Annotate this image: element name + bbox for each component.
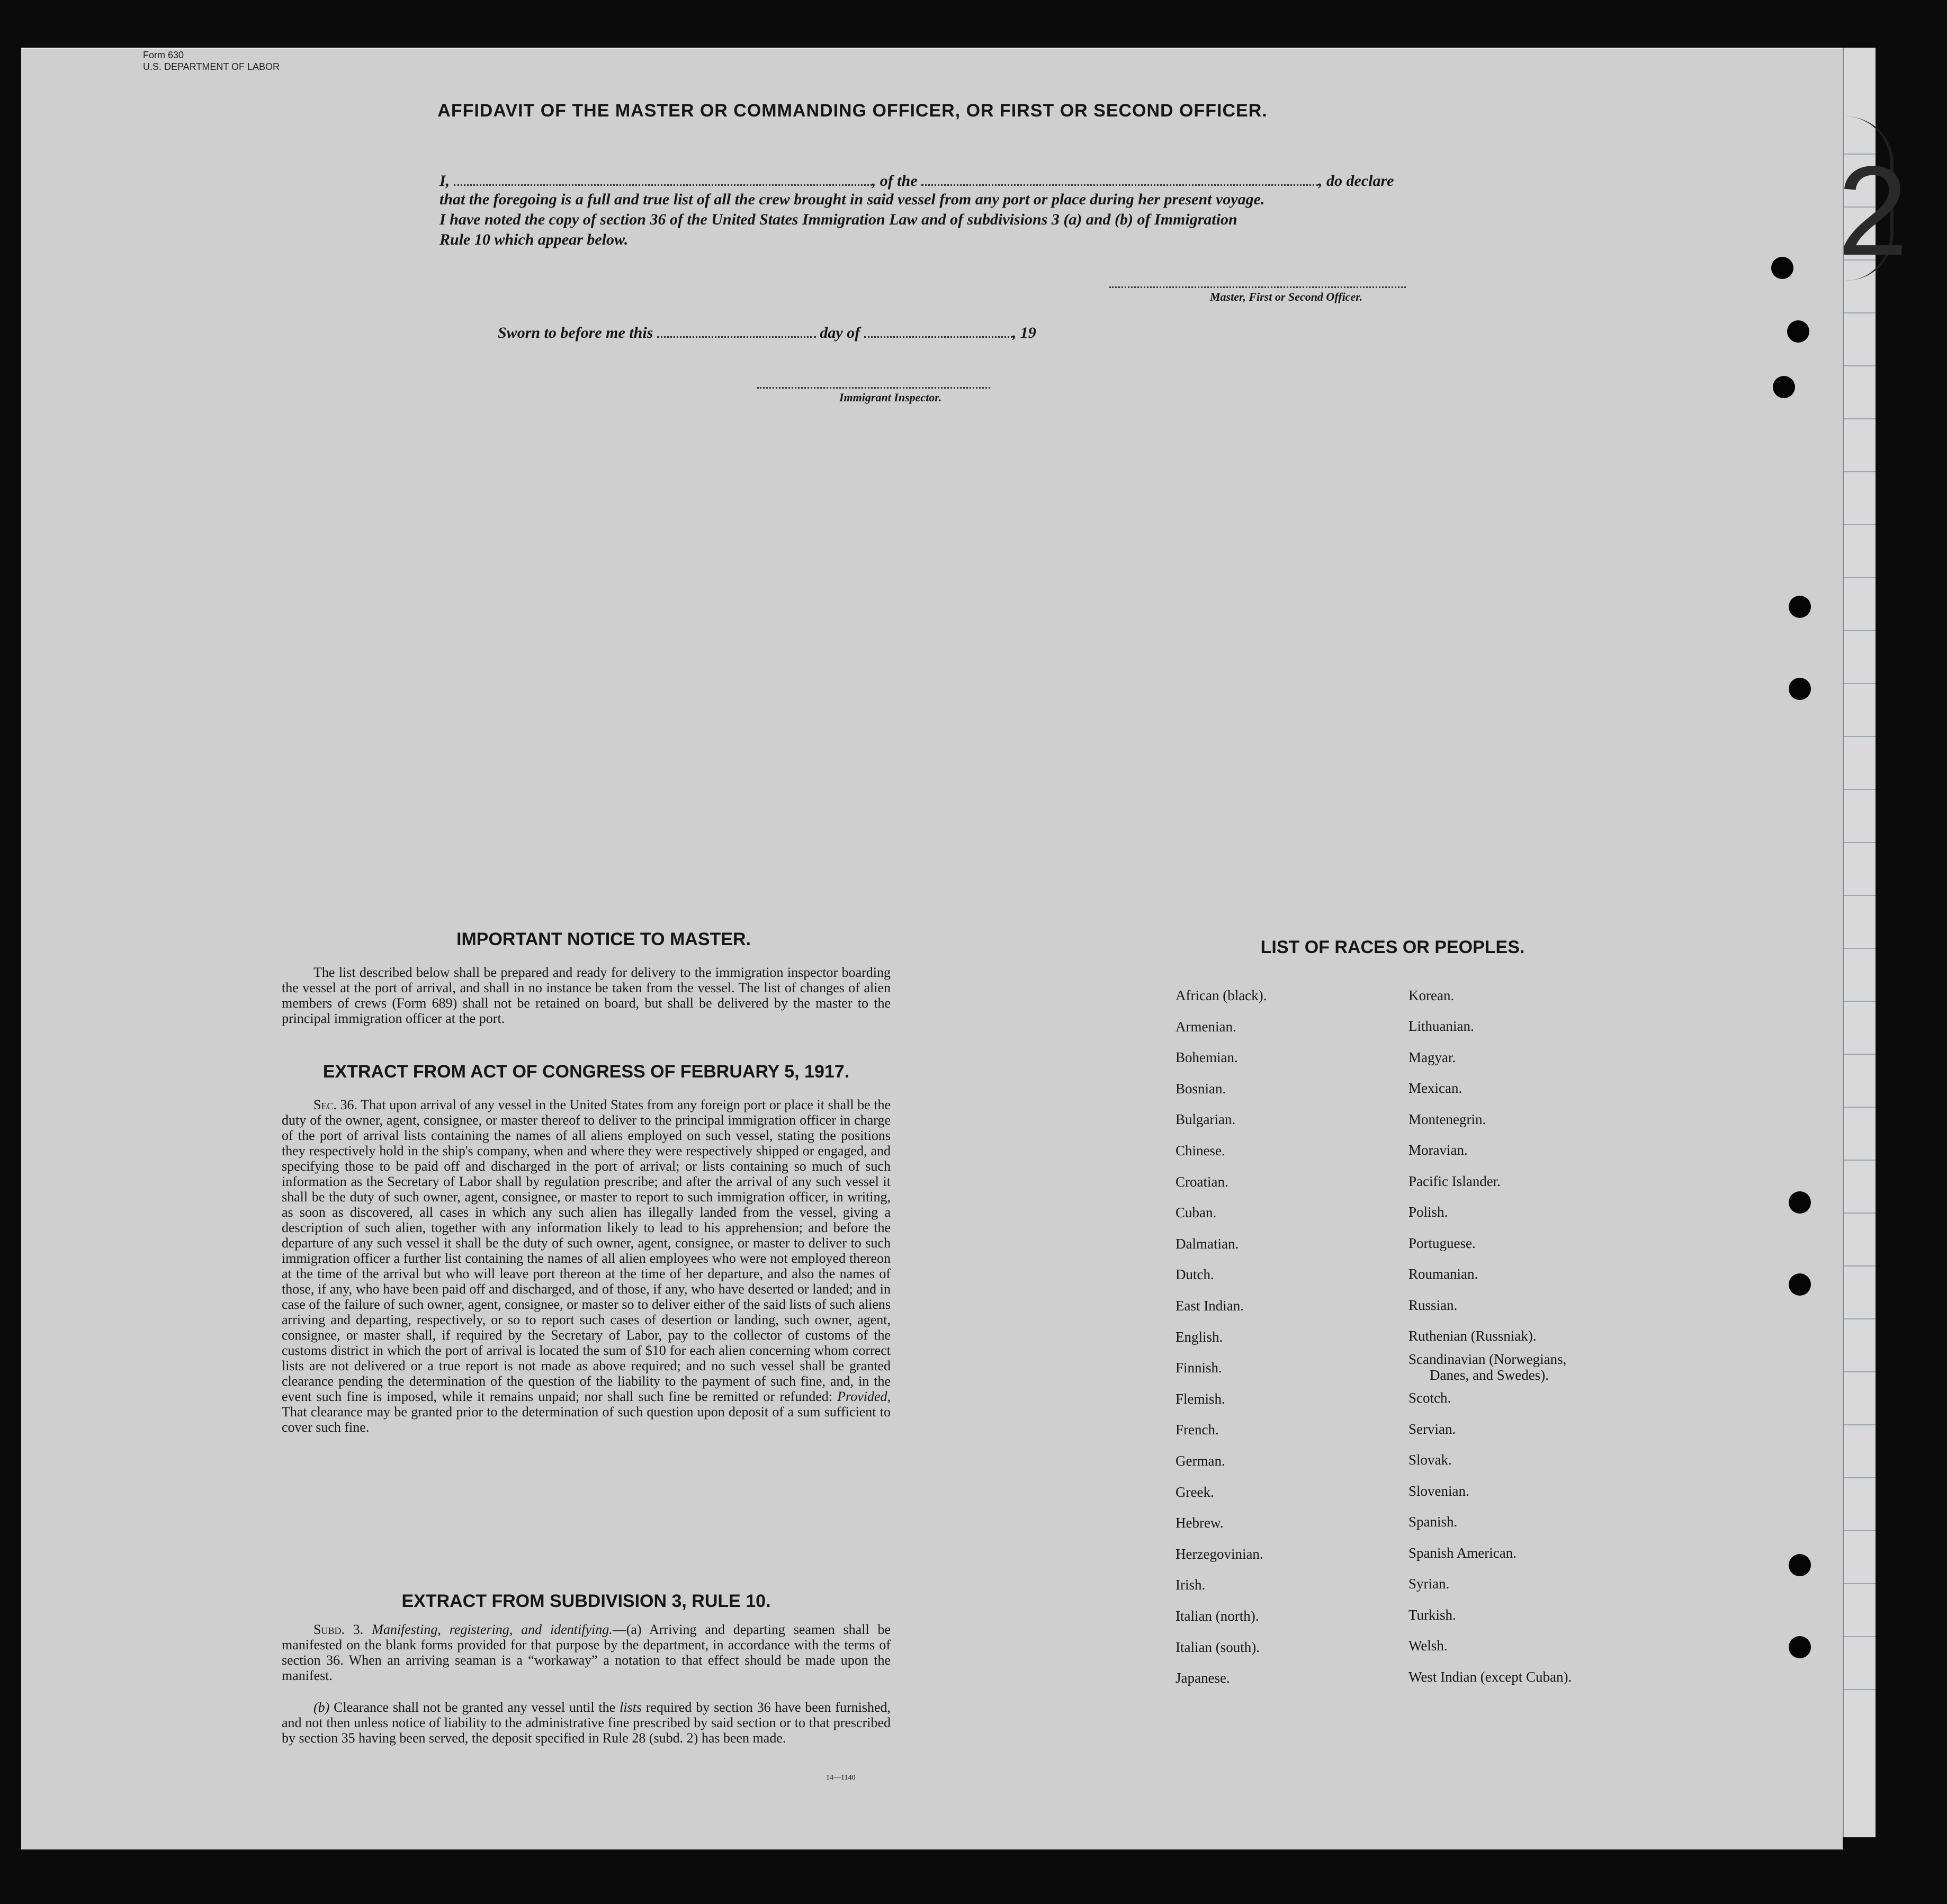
race-item: Scotch.: [1408, 1390, 1451, 1406]
race-item: Mexican.: [1408, 1080, 1463, 1096]
lists-word: lists: [620, 1700, 642, 1715]
race-item: East Indian.: [1176, 1298, 1244, 1314]
race-item: Portuguese.: [1408, 1235, 1476, 1251]
form-print-number: 14—1140: [826, 1774, 856, 1782]
race-item: Scandinavian (Norwegians,: [1408, 1351, 1567, 1367]
race-item: Korean.: [1408, 987, 1455, 1003]
subdivision-label: Subd. 3.: [313, 1622, 364, 1637]
act-body: That upon arrival of any vessel in the United States from any foreign port or place it shall be the duty of the owner, agent, consignee, or master thereof to deliver to the principal immigration officer in charge of the port of arrival lists containing the names of all aliens employed on such vessel, stating the positions they respectively hold in the ship's company, when and where they were respectively shipped or engaged, and specifying those to be paid off and discharged in the port of arrival; or lists containing so much of such information as the Secretary of Labor shall by regulation prescribe; and after the arrival of any such vessel it shall be the duty of such owner, agent, consignee, or master to report to such immigration officer, in writing, as soon as discovered, all cases in which any such alien has illegally landed from the vessel, giving a description of such alien, together with any information likely to lead to his apprehension; and before the departure of any such vessel it shall be the duty of such owner, agent, consignee, or master to deliver to such immigration officer a further list containing the names of all alien employees who were not employed thereon at the time of the arrival but who will leave port thereon at the time of her departure, and also the names of those, if any, who have been paid off and discharged, and of those, if any, who have deserted or landed; and in case of the failure of such owner, agent, consignee, or master so to deliver either of the said lists of such aliens arriving and departing, respectively, or so to report such cases of desertion or landing, such owner, agent, consignee, or master shall, if required by the Secretary of Labor, pay to the collector of customs of the customs district in which the port of arrival is located the sum of $10 for each alien concerning whom correct lists are not delivered or a true report is not made as above required; and no such vessel shall be granted clearance pending the determination of the question of the liability to the payment of such fine, and, in the event such fine is imposed, while it remains unpaid; nor shall such fine be remitted or refunded:: [282, 1097, 891, 1404]
race-item: Spanish American.: [1408, 1545, 1517, 1561]
race-item: French.: [1176, 1422, 1219, 1438]
race-item: German.: [1176, 1453, 1225, 1469]
sworn-line: [498, 324, 1504, 342]
sworn-prefix: Sworn to before me this: [498, 324, 653, 342]
affidavit-line-4: Rule 10 which appear below.: [439, 231, 629, 248]
race-item: Armenian.: [1176, 1018, 1236, 1035]
race-item: Turkish.: [1408, 1607, 1456, 1623]
punch-hole: [1789, 1554, 1811, 1576]
underlying-ledger-edge: [1843, 48, 1876, 1837]
race-item: Bulgarian.: [1176, 1111, 1236, 1128]
race-item: Welsh.: [1408, 1638, 1448, 1654]
race-item: Italian (south).: [1176, 1639, 1260, 1655]
rule-extract-title: EXTRACT FROM SUBDIVISION 3, RULE 10.: [401, 1591, 771, 1611]
race-item: Syrian.: [1408, 1576, 1450, 1592]
punch-hole: [1789, 1191, 1811, 1214]
affidavit-of-label: , of the: [872, 172, 918, 190]
rule-text-b2: required by section 36 have been furnished, and not then unless notice of liability to the administrative fine prescribed by said section or to that prescribed by section 35 having been served, the deposit specified in Rule 28 (subd. 2) has been made.: [282, 1700, 891, 1746]
race-item: Lithuanian.: [1408, 1018, 1474, 1034]
form-tag: [143, 49, 280, 73]
rule-text-b1: Clearance shall not be granted any vessel until the: [334, 1700, 616, 1715]
race-item: Italian (north).: [1176, 1608, 1259, 1624]
race-item: Finnish.: [1176, 1360, 1222, 1376]
race-item: Greek.: [1176, 1484, 1214, 1500]
provided-word: Provided,: [837, 1389, 891, 1404]
sworn-day-blank: [657, 336, 816, 338]
race-item: Hebrew.: [1176, 1515, 1224, 1531]
affidavit-i-label: I,: [439, 172, 450, 190]
rule-text-a: —(a) Arriving and departing seamen shall be manifested on the blank forms provided for that purpose by the department, in accordance with the terms of section 36. When an arriving seaman is a “workaway” a notation to that effect should be made upon the manifest.: [282, 1622, 891, 1683]
rule-extract-text-a: [282, 1622, 891, 1683]
name-blank: [454, 184, 872, 186]
race-item: Pacific Islander.: [1408, 1173, 1501, 1189]
act-extract-text: [282, 1097, 891, 1435]
race-item: Spanish.: [1408, 1514, 1458, 1530]
punch-hole: [1771, 257, 1793, 279]
race-item: Herzegovinian.: [1176, 1546, 1263, 1562]
race-item: Slovak.: [1408, 1452, 1452, 1468]
affidavit-declaration-line: [439, 172, 1446, 190]
race-item: West Indian (except Cuban).: [1408, 1669, 1572, 1685]
act-extract-title: EXTRACT FROM ACT OF CONGRESS OF FEBRUARY 5, 1917.: [322, 1062, 850, 1082]
race-item: Bosnian.: [1176, 1080, 1226, 1097]
race-item: Danes, and Swedes).: [1430, 1367, 1549, 1383]
handwritten-page-number: [1832, 116, 1908, 282]
punch-hole: [1789, 596, 1811, 618]
punch-hole: [1789, 1273, 1811, 1296]
race-item: Magyar.: [1408, 1049, 1456, 1065]
punch-hole: [1789, 678, 1811, 700]
race-item: African (black).: [1176, 987, 1267, 1003]
vessel-blank: [921, 184, 1318, 186]
race-item: Roumanian.: [1408, 1266, 1478, 1282]
race-item: Dutch.: [1176, 1267, 1214, 1283]
subdivision-heading: Manifesting, registering, and identifying.: [372, 1622, 613, 1637]
notice-text: The list described below shall be prepared and ready for delivery to the immigration inspector boarding the vessel at the port of arrival, and shall in no instance be taken from the vessel. The list of changes of alien members of crews (Form 689) shall not be retained on board, but shall be delivered by the master to the principal immigration officer at the port.: [282, 965, 891, 1026]
affidavit-declare-label: , do declare: [1318, 172, 1394, 190]
handwritten-number-text: 2: [1837, 140, 1908, 282]
race-item: Flemish.: [1176, 1390, 1225, 1407]
rule-b-label: (b): [313, 1700, 330, 1715]
inspector-signature-line: [757, 387, 990, 389]
master-signature-label: Master, First or Second Officer.: [1210, 290, 1363, 303]
race-item: Montenegrin.: [1408, 1111, 1486, 1127]
race-item: Croatian.: [1176, 1173, 1228, 1190]
race-item: Bohemian.: [1176, 1049, 1238, 1066]
form-number-tag: Form 630: [143, 50, 184, 60]
sworn-month-blank: [864, 336, 1012, 338]
race-item: English.: [1176, 1328, 1223, 1345]
race-item: Servian.: [1408, 1421, 1456, 1437]
races-title: LIST OF RACES OR PEOPLES.: [1260, 937, 1525, 957]
affidavit-title: AFFIDAVIT OF THE MASTER OR COMMANDING OFFICER, OR FIRST OR SECOND OFFICER.: [437, 101, 1268, 121]
affidavit-line-3: I have noted the copy of section 36 of the United States Immigration Law and of subdivisions 3 (a) and (b) of Immigration: [439, 211, 1237, 228]
race-item: Ruthenian (Russniak).: [1408, 1328, 1537, 1344]
punch-hole: [1787, 320, 1809, 343]
race-item: Chinese.: [1176, 1143, 1225, 1158]
race-item: Russian.: [1408, 1297, 1458, 1313]
sworn-day-label: day of: [820, 324, 860, 342]
race-item: Japanese.: [1176, 1670, 1230, 1686]
act-body-end: That clearance may be granted prior to the determination of such question upon deposit of a sum sufficient to cover such fine.: [282, 1404, 891, 1435]
rule-extract-text-b: [282, 1700, 891, 1746]
race-item: Dalmatian.: [1176, 1235, 1239, 1252]
master-signature-line: [1109, 286, 1406, 288]
inspector-signature-label: Immigrant Inspector.: [839, 391, 942, 404]
race-item: Irish.: [1176, 1577, 1206, 1593]
punch-hole: [1773, 376, 1795, 398]
sworn-year-label: , 19: [1012, 324, 1036, 342]
race-item: Moravian.: [1408, 1142, 1468, 1158]
race-item: Slovenian.: [1408, 1483, 1469, 1499]
punch-hole: [1789, 1636, 1811, 1658]
race-item: Polish.: [1408, 1204, 1448, 1220]
department-tag: U.S. DEPARTMENT OF LABOR: [143, 61, 280, 72]
notice-title: IMPORTANT NOTICE TO MASTER.: [456, 929, 751, 949]
affidavit-line-2: that the foregoing is a full and true list of all the crew brought in said vessel from any port or place during her present voyage.: [439, 191, 1265, 208]
section-label: Sec. 36.: [313, 1097, 358, 1112]
race-item: Cuban.: [1176, 1205, 1217, 1221]
